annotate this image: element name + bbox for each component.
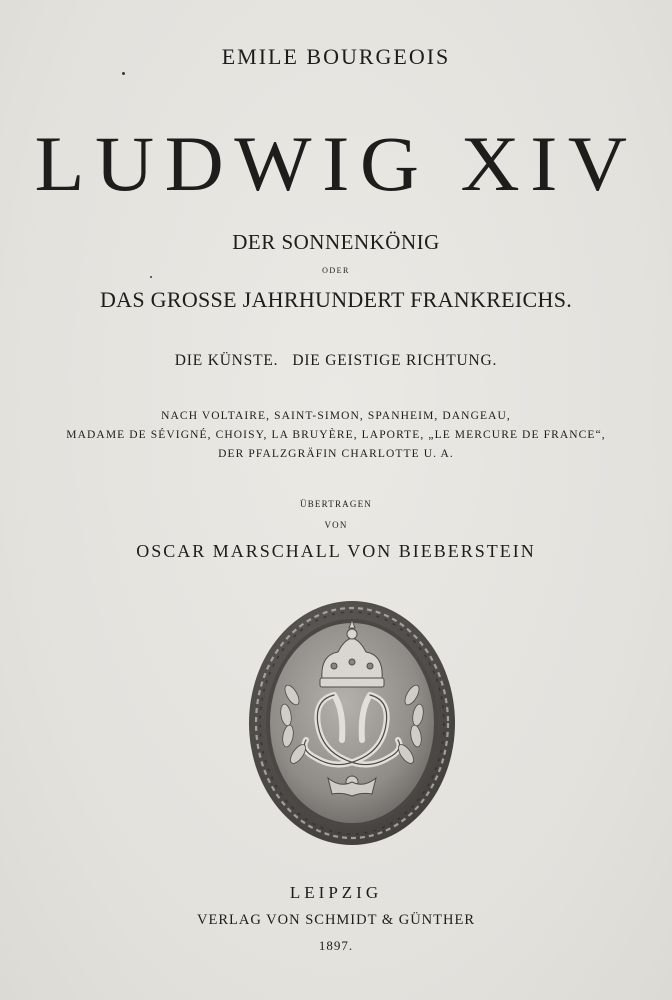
translator-name: OSCAR MARSCHALL VON BIEBERSTEIN xyxy=(136,541,536,561)
subtitle-secondary: DAS GROSSE JAHRHUNDERT FRANKREICHS. xyxy=(99,287,573,312)
imprint-city: LEIPZIG xyxy=(289,883,383,902)
sources-line-3: DER PFALZGRÄFIN CHARLOTTE U. A. xyxy=(218,448,454,460)
sources-line-1: NACH VOLTAIRE, SAINT-SIMON, SPANHEIM, DANGEAU, xyxy=(161,410,511,422)
author-name: EMILE BOURGEOIS xyxy=(221,44,451,69)
book-title: LUDWIG XIV xyxy=(34,120,638,207)
paper-speck xyxy=(122,72,125,75)
imprint-publisher: VERLAG VON SCHMIDT & GÜNTHER xyxy=(197,912,475,928)
by-label: VON xyxy=(324,520,348,530)
paper-speck xyxy=(150,276,152,278)
sources-line-2: MADAME DE SÉVIGNÉ, CHOISY, LA BRUYÈRE, LAPORTE, „LE MERCURE DE FRANCE“, xyxy=(66,429,606,441)
topics-line: DIE KÜNSTE. DIE GEISTIGE RICHTUNG. xyxy=(174,352,498,369)
imprint-year: 1897. xyxy=(318,938,354,953)
royal-monogram-medallion-icon xyxy=(248,600,456,846)
subtitle-conjunction: ODER xyxy=(322,266,350,275)
subtitle-primary: DER SONNENKÖNIG xyxy=(232,230,440,254)
translated-label: ÜBERTRAGEN xyxy=(300,499,372,509)
